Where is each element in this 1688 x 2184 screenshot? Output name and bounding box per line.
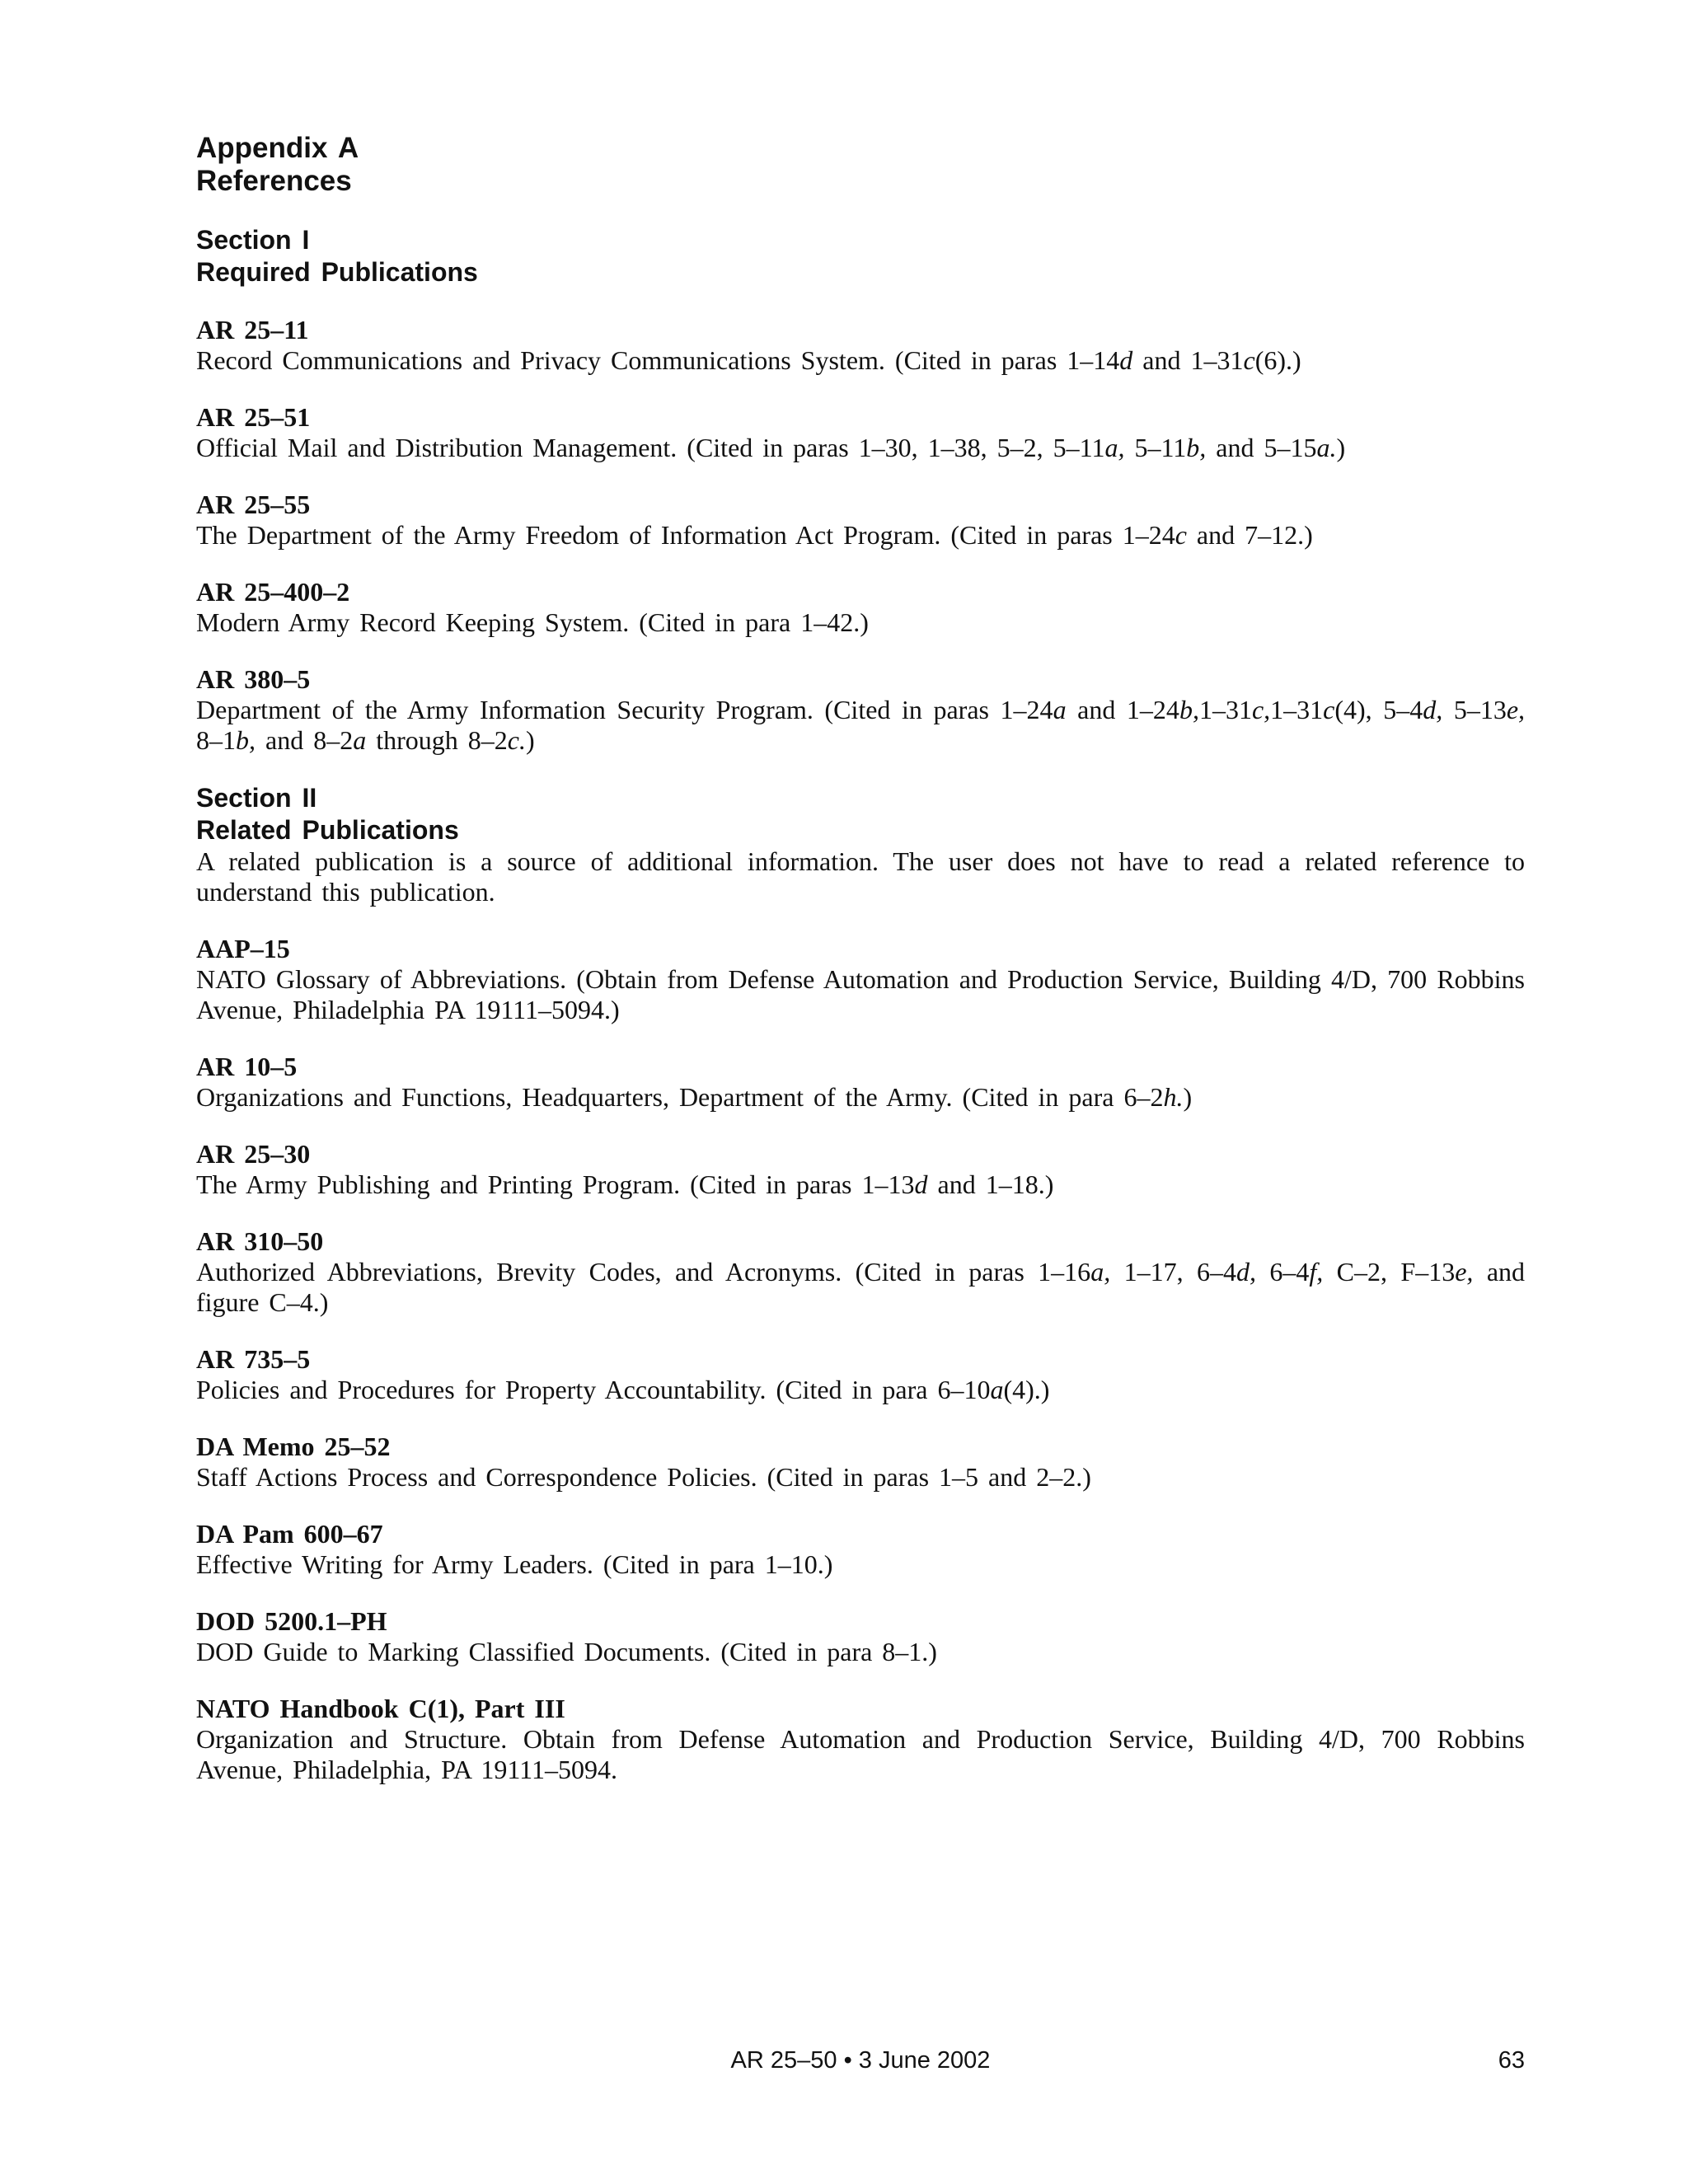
reference-entry: [196, 315, 1525, 376]
section-2-label: Section II: [196, 783, 317, 813]
reference-title: AR 735–5: [196, 1344, 311, 1374]
reference-entry: [196, 1139, 1525, 1200]
reference-title: AR 25–30: [196, 1139, 311, 1169]
reference-entry: [196, 664, 1525, 756]
reference-entry: [196, 1226, 1525, 1318]
reference-description: Staff Actions Process and Correspondence Policies. (Cited in paras 1–5 and 2–2.): [196, 1462, 1091, 1492]
reference-title: AR 25–11: [196, 315, 309, 344]
document-page: [196, 132, 1525, 1785]
reference-entry: [196, 934, 1525, 1025]
reference-entry: [196, 1606, 1525, 1667]
section-2-title: Related Publications: [196, 815, 459, 845]
appendix-label: Appendix A: [196, 132, 359, 164]
footer-doc-id: AR 25–50 • 3 June 2002: [730, 2047, 991, 2074]
reference-title: DOD 5200.1–PH: [196, 1606, 387, 1636]
section-1-heading: [196, 224, 1525, 288]
reference-description: The Department of the Army Freedom of Information Act Program. (Cited in paras 1–24c and 7–12.): [196, 520, 1313, 550]
section-2-references: [196, 934, 1525, 1785]
appendix-title: References: [196, 165, 352, 197]
reference-description: DOD Guide to Marking Classified Documents. (Cited in para 8–1.): [196, 1637, 937, 1666]
reference-title: AR 25–400–2: [196, 577, 350, 607]
reference-title: DA Memo 25–52: [196, 1432, 391, 1461]
section-1-references: [196, 315, 1525, 756]
reference-title: AR 25–51: [196, 402, 311, 432]
reference-entry: [196, 577, 1525, 638]
reference-description: Authorized Abbreviations, Brevity Codes, and Acronyms. (Cited in paras 1–16a, 1–17, 6–4d, 6–4f, C–2, F–13e, and figure C–4.): [196, 1257, 1526, 1317]
reference-description: Department of the Army Information Security Program. (Cited in paras 1–24a and 1–24b,1–31c,1–31c(4), 5–4d, 5–13e, 8–1b, and 8–2a through 8–2c.): [196, 695, 1526, 755]
reference-description: Organization and Structure. Obtain from Defense Automation and Production Service, Building 4/D, 700 Robbins Avenue, Philadelphia, PA 19111–5094.: [196, 1724, 1525, 1784]
reference-title: AR 310–50: [196, 1226, 324, 1256]
reference-description: Modern Army Record Keeping System. (Cited in para 1–42.): [196, 607, 869, 637]
reference-entry: [196, 1432, 1525, 1493]
reference-description: The Army Publishing and Printing Program. (Cited in paras 1–13d and 1–18.): [196, 1169, 1054, 1199]
section-2-heading: [196, 782, 1525, 846]
reference-title: DA Pam 600–67: [196, 1519, 383, 1549]
reference-description: Organizations and Functions, Headquarters, Department of the Army. (Cited in para 6–2h.): [196, 1082, 1193, 1112]
reference-description: Record Communications and Privacy Communications System. (Cited in paras 1–14d and 1–31c(6).): [196, 345, 1301, 375]
page-footer: [196, 2044, 1525, 2077]
reference-description: Official Mail and Distribution Management. (Cited in paras 1–30, 1–38, 5–2, 5–11a, 5–11b, and 5–15a.): [196, 433, 1346, 462]
reference-title: AR 380–5: [196, 664, 311, 694]
section-1-title: Required Publications: [196, 257, 478, 287]
reference-title: AR 25–55: [196, 490, 311, 519]
reference-description: NATO Glossary of Abbreviations. (Obtain from Defense Automation and Production Service, Building 4/D, 700 Robbins Avenue, Philadelphia PA 19111–5094.): [196, 964, 1525, 1024]
reference-entry: [196, 1052, 1525, 1113]
reference-entry: [196, 490, 1525, 551]
reference-title: NATO Handbook C(1), Part III: [196, 1694, 565, 1723]
reference-description: Policies and Procedures for Property Accountability. (Cited in para 6–10a(4).): [196, 1375, 1050, 1404]
reference-entry: [196, 1519, 1525, 1580]
section-2-note: A related publication is a source of additional information. The user does not have to read a related reference to understand this publication.: [196, 846, 1525, 907]
section-1-label: Section I: [196, 225, 310, 255]
reference-description: Effective Writing for Army Leaders. (Cited in para 1–10.): [196, 1549, 833, 1579]
page-number: 63: [1498, 2047, 1525, 2074]
reference-title: AAP–15: [196, 934, 290, 963]
reference-title: AR 10–5: [196, 1052, 298, 1081]
reference-entry: [196, 402, 1525, 463]
reference-entry: [196, 1694, 1525, 1785]
reference-entry: [196, 1344, 1525, 1405]
